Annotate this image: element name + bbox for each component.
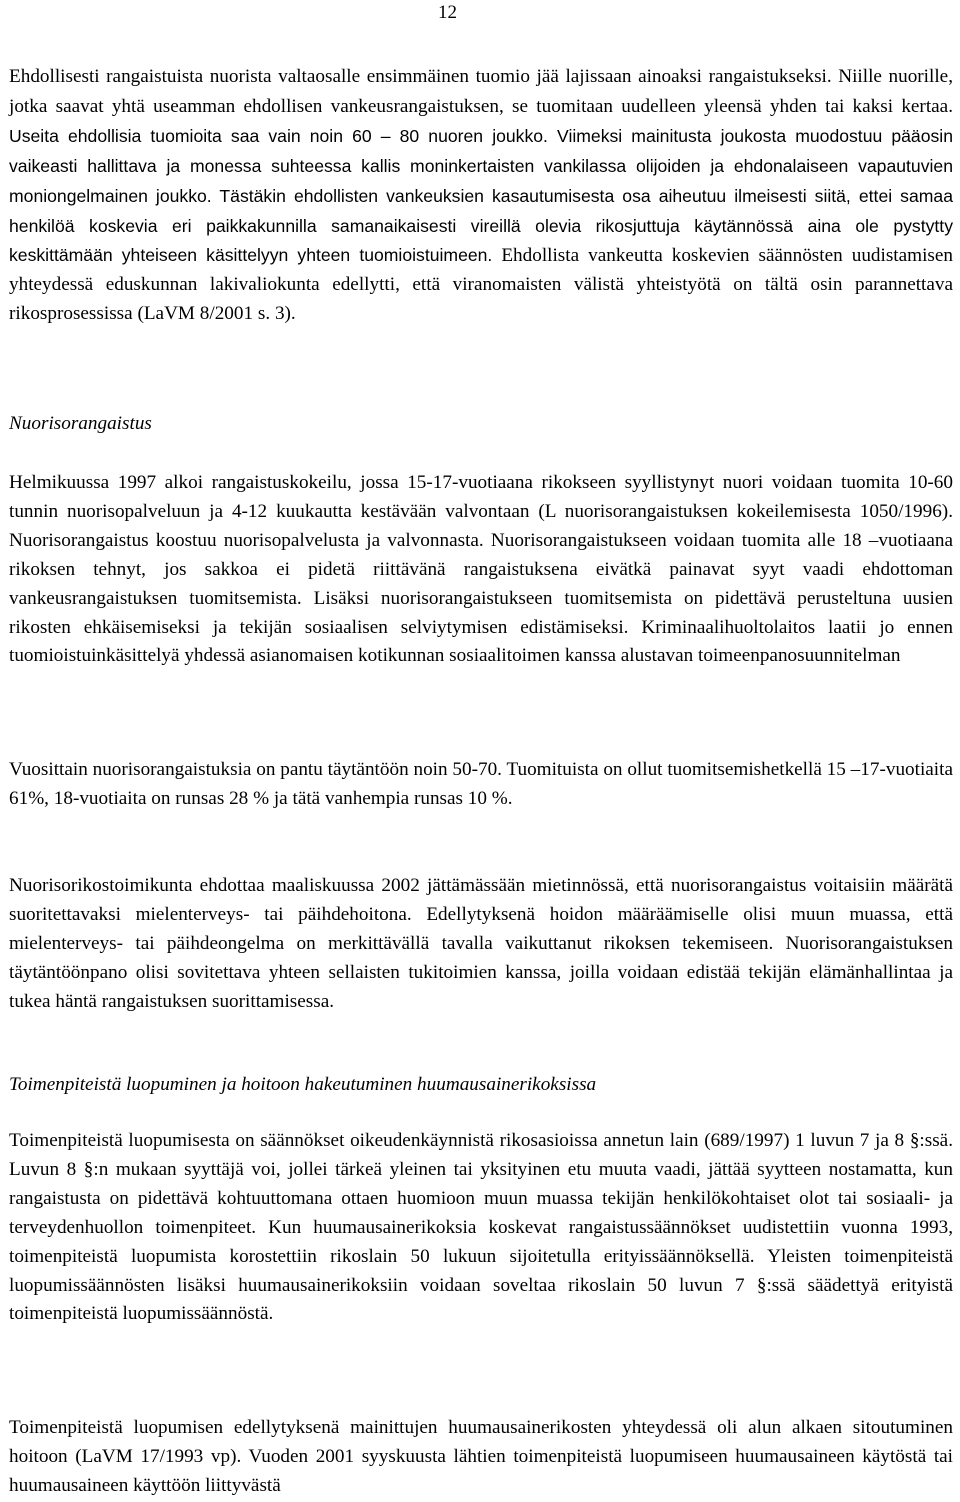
section-heading-nuorisorangaistus: Nuorisorangaistus [9,413,152,434]
paragraph-text-sans: Useita ehdollisia tuomioita saa vain noin 60 – 80 nuoren joukko. Viimeksi mainitusta joukosta muodostuu pääosin vaikeasti hallittava ja monessa suhteessa kallis moninkertaisten vankilassa olijoiden ja ehdonalaiseen vapautuvien moniongelmainen joukko. [9,125,953,206]
paragraph-text: Ehdollisesti rangaistuista nuorista valtaosalle ensimmäinen tuomio jää lajissaan ainoaksi rangaistukseksi. Niille nuorille, jotka saavat yhtä useamman ehdollisen vankeusrangaistuksen, se tuomitaan uudelleen yleensä yhden tai kaksi kertaa. [9,66,953,117]
page-number: 12 [438,2,457,23]
paragraph-waiver-conditions: Toimenpiteistä luopumisen edellytyksenä mainittujen huumausainerikosten yhteydessä oli alun alkaen sitoutuminen hoitoon (LaVM 17/1993 vp). Vuoden 2001 syyskuusta lähtien toimenpiteistä luopumiseen huumausaineen käytöstä tai huumausaineen käyttöön liittyvästä [9,1417,953,1496]
paragraph-juvenile-conditional-sentences [9,63,953,329]
section-heading-waiver-of-measures: Toimenpiteistä luopuminen ja hoitoon hakeutuminen huumausainerikoksissa [9,1074,597,1095]
paragraph-committee-proposal: Nuorisorikostoimikunta ehdottaa maaliskuussa 2002 jättämässään mietinnössä, että nuorisorangaistus voitaisiin määrätä suoritettavaksi mielenterveys- tai päihdehoitona. Edellytyksenä hoidon määräämiselle olisi muun muassa, että mielenterveys- tai päihdeongelma on merkittävällä tavalla vaikuttanut rikoksen tekemiseen. Nuorisorangaistuksen täytäntöönpano olisi sovitettava yhteen sellaisten tukitoimien kanssa, joilla voidaan edistää tekijän elämänhallintaa ja tukea häntä rangaistuksen suorittamisessa. [9,875,953,1012]
paragraph-youth-punishment-statistics: Vuosittain nuorisorangaistuksia on pantu täytäntöön noin 50-70. Tuomituista on ollut tuomitsemishetkellä 15 –17-vuotiaita 61%, 18-vuotiaita on runsas 28 % ja tätä vanhempia runsas 10 %. [9,759,953,809]
paragraph-text: Ehdollista vankeutta koskevien säännösten uudistamisen yhteydessä eduskunnan lakivaliokunta edellytti, että viranomaisten välistä yhteistyötä on tältä osin parannettava rikosprosessissa (LaVM 8/2001 s. 3). [9,245,953,325]
paragraph-waiver-provisions: Toimenpiteistä luopumisesta on säännökset oikeudenkäynnistä rikosasioissa annetun lain (689/1997) 1 luvun 7 ja 8 §:ssä. Luvun 8 §:n mukaan syyttäjä voi, jollei tärkeä yleinen tai yksityinen etu muuta vaadi, jättää syytteen nostamatta, kun rangaistusta on pidettävä kohtuuttomana ottaen huomioon muun muassa tekijän henkilökohtaiset olot tai sosiaali- ja terveydenhuollon toimenpiteet. Kun huumausainerikoksia koskevat rangaistussäännökset uudistettiin vuonna 1993, toimenpiteistä luopumista korostettiin rikoslain 50 lukuun sijoitetulla erityissäännöksellä. Yleisten toimenpiteistä luopumissäännösten lisäksi huumausainerikoksiin voidaan soveltaa rikoslain 50 luvun 7 §:ssä säädettyä erityistä toimenpiteistä luopumissäännöstä. [9,1130,953,1325]
paragraph-text-sans: Tästäkin ehdollisten vankeuksien kasautumisesta osa aiheutuu ilmeisesti siitä, ettei samaa henkilöä koskevia eri paikkakunnilla samanaikaisesti vireillä olevia rikosjuttuja käytännössä aina ole pystytty keskittämään yhteiseen käsittelyyn yhteen tuomioistuimeen. [9,185,953,266]
paragraph-youth-punishment: Helmikuussa 1997 alkoi rangaistuskokeilu, jossa 15-17-vuotiaana rikokseen syyllistynyt nuori voidaan tuomita 10-60 tunnin nuorisopalveluun ja 4-12 kuukautta kestävään valvontaan (L nuorisorangaistuksen kokeilemisesta 1050/1996). Nuorisorangaistus koostuu nuorisopalvelusta ja valvonnasta. Nuorisorangaistukseen voidaan tuomita alle 18 –vuotiaana rikoksen tehnyt, jos sakkoa ei pidetä riittävänä rangaistuksena eivätkä painavat syyt vaadi ehdottoman vankeusrangaistuksen tuomitsemista. Lisäksi nuorisorangaistukseen tuomitsemista on pidettävä perusteltuna uusien rikosten ehkäisemiseksi ja tekijän sosiaalisen selviytymisen edistämiseksi. Kriminaalihuoltolaitos laatii jo ennen tuomioistuinkäsittelyä yhdessä asianomaisen kotikunnan sosiaalitoimen kanssa alustavan toimeenpanosuunnitelman [9,472,953,667]
